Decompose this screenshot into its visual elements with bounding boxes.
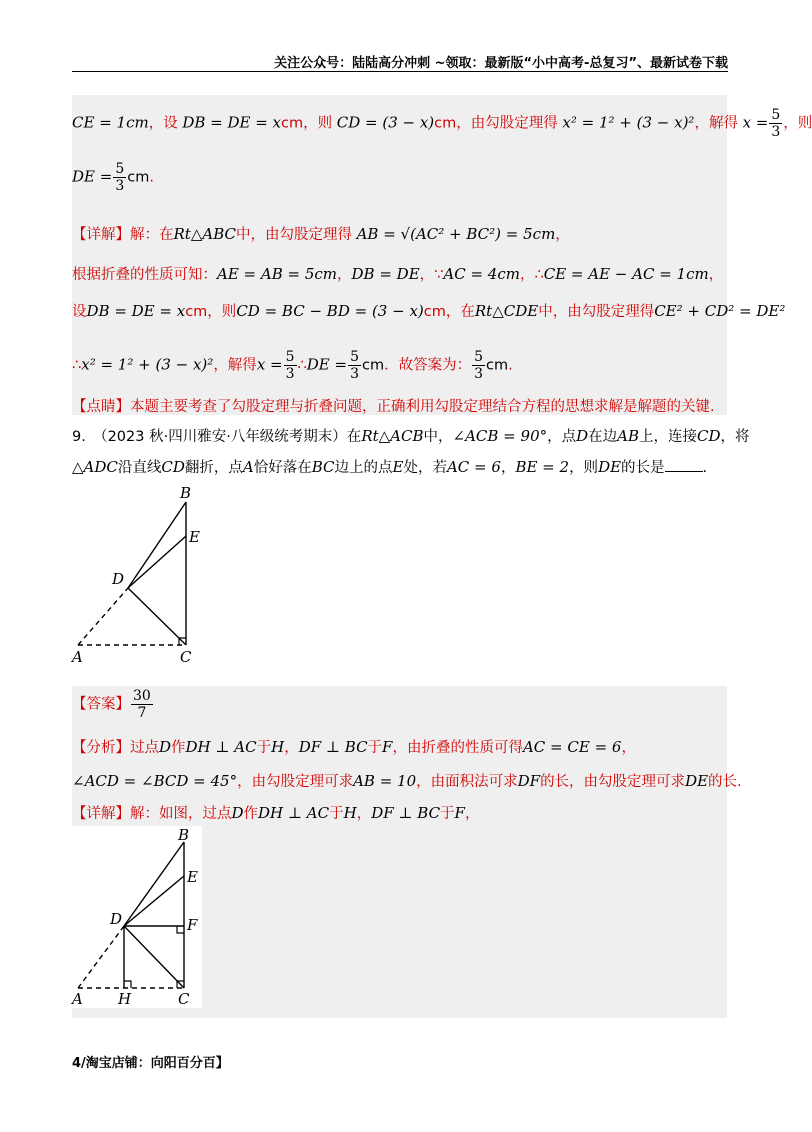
answer-fraction: $\frac{30}{7}$: [133, 688, 151, 721]
label-f: F: [187, 916, 198, 934]
figure-2-triangle: [72, 826, 202, 1008]
detail-line: 【详解】解：如图，过点D作DH ⊥ AC于H，DF ⊥ BC于F，: [72, 804, 480, 822]
page-footer: 4/淘宝店铺：向阳百分百】: [72, 1056, 229, 1071]
answer-blank: [665, 458, 703, 472]
label-a: A: [72, 990, 83, 1008]
solution-line-3: 【详解】解：在Rt△ABC中，由勾股定理得 AB = √(AC² + BC²) = 5cm，: [72, 225, 570, 243]
question-9-line-1: 9. （2023 秋·四川雅安·八年级统考期末）在Rt△ACB中，∠ACB = 90°，点D在边AB上，连接CD，将: [72, 427, 750, 445]
label-e: E: [187, 868, 198, 886]
label-e: E: [189, 528, 200, 546]
segment-dc: [128, 588, 186, 645]
solution-line-1: CE = 1cm，设 DB = DE = xcm，则 CD = (3 − x)cm，由勾股定理得 x² = 1² + (3 − x)²，解得 x = $\frac{5}{3}$ ，则: [72, 107, 812, 140]
segment-dc: [124, 926, 184, 988]
label-d: D: [110, 910, 123, 928]
label-a: A: [72, 648, 83, 666]
question-9-line-2: △ADC沿直线CD翻折，点A恰好落在BC边上的点E处，若AC = 6，BE = 2，则DE的长是 .: [72, 458, 708, 476]
segment-db: [128, 502, 186, 588]
page-header: 关注公众号：陆陆高分冲刺 ~领取：最新版“小中高考-总复习”、最新试卷下载: [274, 56, 728, 71]
previous-solution-panel: [72, 95, 812, 415]
solution-remark: 【点睛】本题主要考查了勾股定理与折叠问题，正确利用勾股定理结合方程的思想求解是解题的关键.: [72, 399, 715, 415]
label-d: D: [112, 570, 125, 588]
analysis-line-1: 【分析】过点D作DH ⊥ AC于H，DF ⊥ BC于F，由折叠的性质可得AC = CE = 6，: [72, 738, 636, 756]
figure-1-triangle: [72, 480, 222, 670]
label-b: B: [178, 826, 190, 844]
solution-line-5: 设DB = DE = xcm，则CD = BC − BD = (3 − x)cm，在Rt△CDE中，由勾股定理得CE² + CD² = DE²: [72, 302, 786, 320]
fraction: $\frac{5}{3}$: [474, 349, 484, 382]
segment-ad: [78, 588, 128, 645]
label-c: C: [178, 990, 190, 1008]
right-angle-mark-f: [177, 926, 184, 933]
segment-ad: [78, 926, 124, 988]
fraction: $\frac{5}{3}$: [115, 161, 125, 194]
label-b: B: [180, 484, 192, 502]
analysis-line-2: ∠ACD = ∠BCD = 45°，由勾股定理可求AB = 10，由面积法可求DF的长，由勾股定理可求DE的长.: [72, 772, 742, 790]
label-c: C: [180, 648, 192, 666]
solution-line-6: ∴x² = 1² + (3 − x)²，解得x = $\frac{5}{3}$ ∴DE = $\frac{5}{3}$ cm．故答案为： $\frac{5}{3}$ cm.: [72, 349, 513, 382]
fraction: $\frac{5}{3}$: [285, 349, 295, 382]
solution-line-4: 根据折叠的性质可知：AE = AB = 5cm，DB = DE，∵AC = 4cm，∴CE = AE − AC = 1cm，: [72, 265, 724, 283]
answer-panel: [72, 686, 742, 1018]
fraction: $\frac{5}{3}$: [771, 107, 781, 140]
answer-line: 【答案】 $\frac{30}{7}$: [72, 688, 151, 721]
right-angle-mark-h: [124, 981, 131, 988]
header-rule: [72, 71, 728, 72]
solution-line-2: DE = $\frac{5}{3}$ cm.: [72, 161, 154, 194]
fraction: $\frac{5}{3}$: [350, 349, 359, 382]
label-h: H: [118, 990, 132, 1008]
